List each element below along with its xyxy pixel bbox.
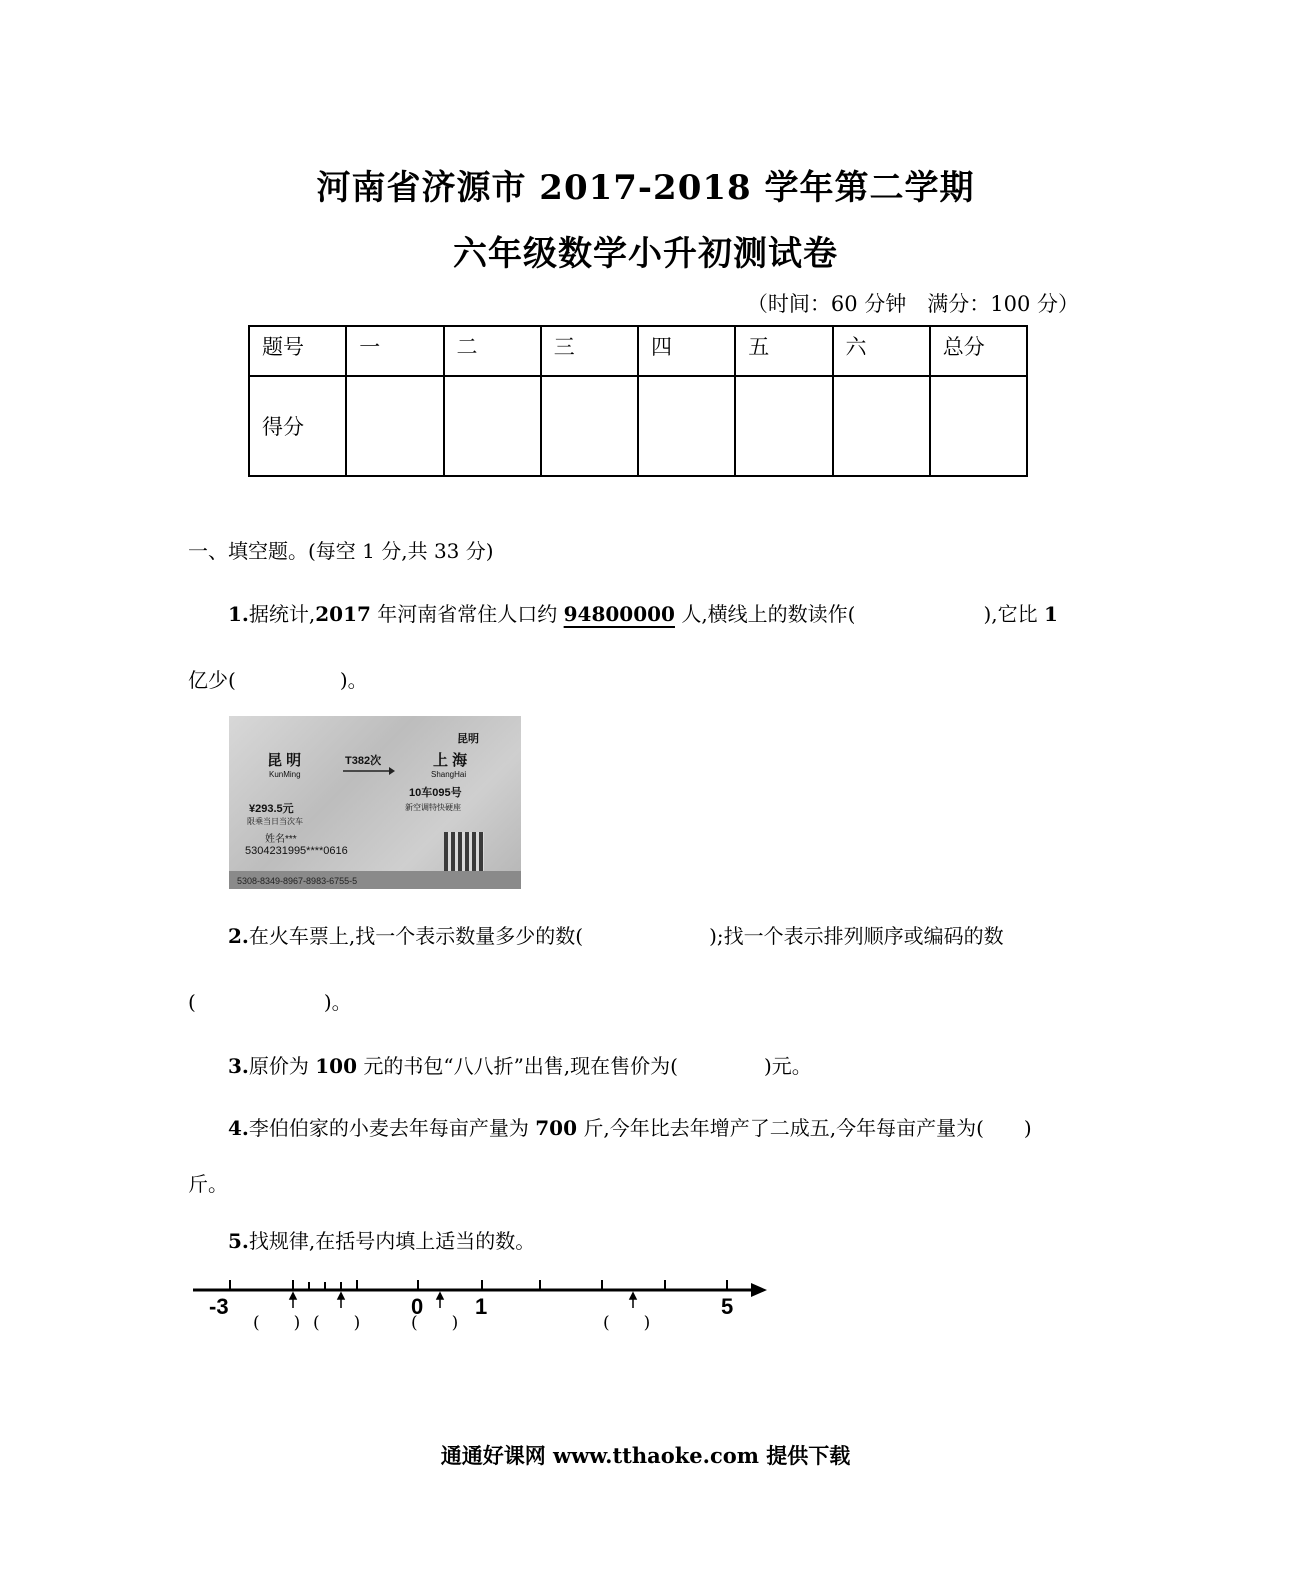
q3-number: 3. bbox=[228, 1054, 249, 1078]
q3-text: 原价为 bbox=[248, 1054, 316, 1078]
q1-population: 94800000 bbox=[563, 602, 675, 626]
title-line-2: 六年级数学小升初测试卷 bbox=[453, 234, 838, 274]
ticket-train-number: T382次 bbox=[345, 755, 382, 767]
score-cell[interactable] bbox=[735, 376, 832, 476]
q1-one: 1 bbox=[1044, 602, 1058, 626]
up-arrow-icon bbox=[338, 1293, 344, 1299]
number-line-blank[interactable]: ( ) bbox=[313, 1313, 361, 1333]
q5-text: 找规律,在括号内填上适当的数。 bbox=[248, 1229, 536, 1253]
score-table bbox=[248, 325, 1028, 477]
number-line-label: 0 bbox=[411, 1294, 424, 1319]
q1-text: 年河南省常住人口约 bbox=[370, 602, 564, 626]
q2-text: 在火车票上,找一个表示数量多少的数( bbox=[248, 924, 584, 948]
number-line-label: 5 bbox=[721, 1294, 734, 1319]
q1-text: 人,横线上的数读作( bbox=[674, 602, 856, 626]
title-line-1: 河南省济源市 2017-2018 学年第二学期 bbox=[316, 168, 975, 208]
up-arrow-icon bbox=[437, 1293, 443, 1299]
score-cell[interactable] bbox=[444, 376, 541, 476]
q2-text: )。 bbox=[323, 990, 352, 1014]
ticket-id-number: 5304231995****0616 bbox=[245, 845, 348, 857]
ticket-seat-type: 新空调特快硬座 bbox=[405, 803, 461, 812]
question-5 bbox=[228, 1225, 535, 1254]
ticket-arrow-icon bbox=[343, 767, 395, 775]
question-4-line-2: 斤。 bbox=[188, 1172, 228, 1196]
section-1-heading: 一、填空题。(每空 1 分,共 33 分) bbox=[188, 539, 494, 563]
question-4-line-1 bbox=[228, 1112, 1032, 1141]
ticket-to-pinyin: ShangHai bbox=[431, 770, 467, 779]
q2-text: );找一个表示排列顺序或编码的数 bbox=[709, 924, 1004, 948]
qr-code-icon bbox=[444, 832, 484, 872]
score-header-cell: 一 bbox=[346, 326, 443, 376]
q4-text: 李伯伯家的小麦去年每亩产量为 bbox=[248, 1116, 536, 1140]
q2-text: ( bbox=[188, 990, 196, 1014]
number-line-markers bbox=[290, 1293, 636, 1308]
q3-value: 100 bbox=[315, 1054, 357, 1078]
question-1-line-1 bbox=[228, 598, 1058, 627]
q1-text: ),它比 bbox=[983, 602, 1045, 626]
up-arrow-icon bbox=[290, 1293, 296, 1299]
q2-number: 2. bbox=[228, 924, 249, 948]
score-cell[interactable] bbox=[930, 376, 1027, 476]
q4-value: 700 bbox=[535, 1116, 577, 1140]
question-2-line-1 bbox=[228, 920, 1004, 949]
score-header-cell: 题号 bbox=[249, 326, 346, 376]
ticket-seat: 10车095号 bbox=[409, 787, 462, 799]
q3-text: )元。 bbox=[763, 1054, 812, 1078]
ticket-from-pinyin: KunMing bbox=[269, 770, 301, 779]
number-line-blank[interactable]: ( ) bbox=[411, 1313, 459, 1333]
exam-meta: （时间：60 分钟 满分：100 分） bbox=[746, 292, 1079, 316]
score-header-cell: 二 bbox=[444, 326, 541, 376]
number-line-blank[interactable]: ( ) bbox=[253, 1313, 301, 1333]
ticket-price: ¥293.5元 bbox=[249, 803, 294, 815]
score-cell[interactable] bbox=[833, 376, 930, 476]
score-header-cell: 五 bbox=[735, 326, 832, 376]
q4-number: 4. bbox=[228, 1116, 249, 1140]
q5-number: 5. bbox=[228, 1229, 249, 1253]
q1-text: )。 bbox=[339, 668, 368, 692]
score-cell[interactable] bbox=[346, 376, 443, 476]
question-2-line-2 bbox=[188, 986, 352, 1015]
score-cell[interactable] bbox=[638, 376, 735, 476]
footer-text: 通通好课网 www.tthaoke.com 提供下载 bbox=[440, 1443, 851, 1468]
question-3 bbox=[228, 1050, 812, 1079]
q1-number: 1. bbox=[228, 602, 249, 626]
up-arrow-icon bbox=[630, 1293, 636, 1299]
ticket-from-station: 昆 明 bbox=[267, 752, 302, 769]
number-line-label: 1 bbox=[475, 1294, 488, 1319]
number-line-arrow-icon bbox=[751, 1283, 767, 1297]
number-line bbox=[185, 1268, 775, 1338]
score-row-label: 得分 bbox=[249, 376, 346, 476]
ticket-note: 限乘当日当次车 bbox=[247, 817, 303, 826]
score-header-cell: 三 bbox=[541, 326, 638, 376]
ticket-serial: 5308-8349-8967-8983-6755-5 bbox=[237, 876, 358, 886]
q1-year: 2017 bbox=[315, 602, 371, 626]
number-line-label: -3 bbox=[209, 1294, 229, 1319]
score-header-cell: 总分 bbox=[930, 326, 1027, 376]
question-1-line-2 bbox=[188, 664, 368, 693]
q3-text: 元的书包“八八折”出售,现在售价为( bbox=[357, 1054, 678, 1078]
score-header-cell: 六 bbox=[833, 326, 930, 376]
ticket-to-station: 上 海 bbox=[433, 752, 468, 769]
q1-text: 据统计, bbox=[248, 602, 316, 626]
score-header-cell: 四 bbox=[638, 326, 735, 376]
train-ticket-image bbox=[229, 716, 521, 889]
q4-text: ) bbox=[1023, 1116, 1032, 1140]
number-line-blank[interactable]: ( ) bbox=[603, 1313, 651, 1333]
ticket-issuer: 昆明 bbox=[457, 733, 479, 745]
score-cell[interactable] bbox=[541, 376, 638, 476]
q1-text: 亿少( bbox=[188, 668, 236, 692]
q4-text: 斤,今年比去年增产了二成五,今年每亩产量为( bbox=[577, 1116, 984, 1140]
ticket-passenger-name: 姓名*** bbox=[265, 834, 297, 845]
